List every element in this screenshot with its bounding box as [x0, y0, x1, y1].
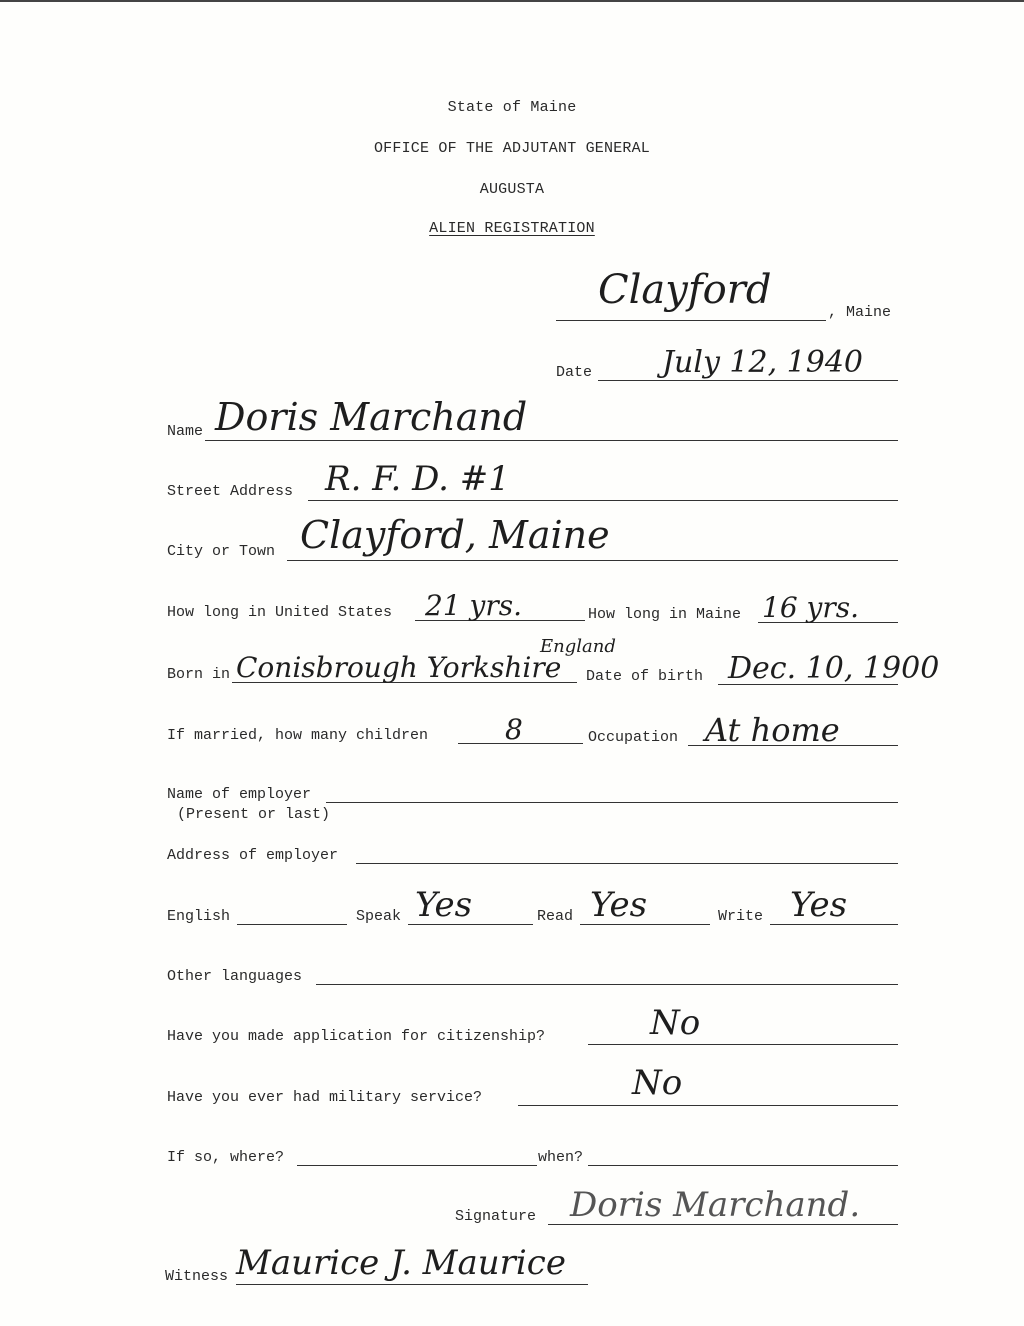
born-in-entry: Conisbrough Yorkshire	[236, 651, 562, 684]
employer-line	[326, 802, 898, 803]
street-line	[308, 500, 898, 501]
employer-sub-label: (Present or last)	[177, 806, 331, 823]
signature-label: Signature	[455, 1208, 537, 1225]
military-label: Have you ever had military service?	[167, 1089, 483, 1106]
header-office: OFFICE OF THE ADJUTANT GENERAL	[373, 140, 651, 157]
when-line	[588, 1165, 898, 1166]
header-state: State of Maine	[447, 99, 577, 116]
occupation-label: Occupation	[588, 729, 679, 746]
city-entry: Clayford, Maine	[300, 513, 610, 557]
when-label: when?	[538, 1149, 584, 1166]
date-entry: July 12, 1940	[662, 345, 864, 380]
citizenship-entry: No	[650, 1003, 701, 1043]
place-suffix-label: , Maine	[828, 304, 892, 321]
city-line	[287, 560, 898, 561]
speak-label: Speak	[356, 908, 402, 925]
how-long-maine-entry: 16 yrs.	[762, 591, 860, 624]
born-in-country-entry: England	[540, 636, 616, 657]
military-entry: No	[632, 1063, 683, 1103]
form-title: ALIEN REGISTRATION	[429, 220, 595, 237]
how-long-us-entry: 21 yrs.	[425, 589, 523, 622]
citizenship-label: Have you made application for citizenship?	[167, 1028, 546, 1045]
write-entry: Yes	[790, 885, 848, 925]
military-line	[518, 1105, 898, 1106]
children-entry: 8	[505, 713, 523, 746]
witness-label: Witness	[165, 1268, 229, 1285]
witness-line	[236, 1284, 588, 1285]
english-label: English	[167, 908, 231, 925]
date-of-birth-entry: Dec. 10, 1900	[728, 651, 940, 686]
married-children-label: If married, how many children	[167, 727, 429, 744]
citizenship-line	[588, 1044, 898, 1045]
occupation-entry: At home	[705, 711, 840, 749]
english-line	[237, 924, 347, 925]
signature-entry: Doris Marchand.	[570, 1185, 861, 1225]
if-so-where-line	[297, 1165, 537, 1166]
place-entry: Clayford	[598, 267, 772, 313]
how-long-maine-label: How long in Maine	[588, 606, 742, 623]
name-line	[205, 440, 898, 441]
read-label: Read	[537, 908, 574, 925]
how-long-us-label: How long in United States	[167, 604, 393, 621]
other-languages-line	[316, 984, 898, 985]
date-of-birth-label: Date of birth	[586, 668, 704, 685]
write-label: Write	[718, 908, 764, 925]
employer-label: Name of employer	[167, 786, 312, 803]
if-so-where-label: If so, where?	[167, 1149, 285, 1166]
employer-address-line	[356, 863, 898, 864]
street-label: Street Address	[167, 483, 294, 500]
city-label: City or Town	[167, 543, 276, 560]
employer-address-label: Address of employer	[167, 847, 339, 864]
witness-entry: Maurice J. Maurice	[236, 1243, 566, 1283]
name-label: Name	[167, 423, 204, 440]
date-line	[598, 380, 898, 381]
date-label: Date	[556, 364, 593, 381]
other-languages-label: Other languages	[167, 968, 303, 985]
place-line	[556, 320, 826, 321]
header-city: AUGUSTA	[479, 181, 545, 198]
street-entry: R. F. D. #1	[325, 459, 510, 499]
speak-entry: Yes	[415, 885, 473, 925]
read-entry: Yes	[590, 885, 648, 925]
name-entry: Doris Marchand	[215, 395, 528, 439]
born-in-label: Born in	[167, 666, 231, 683]
